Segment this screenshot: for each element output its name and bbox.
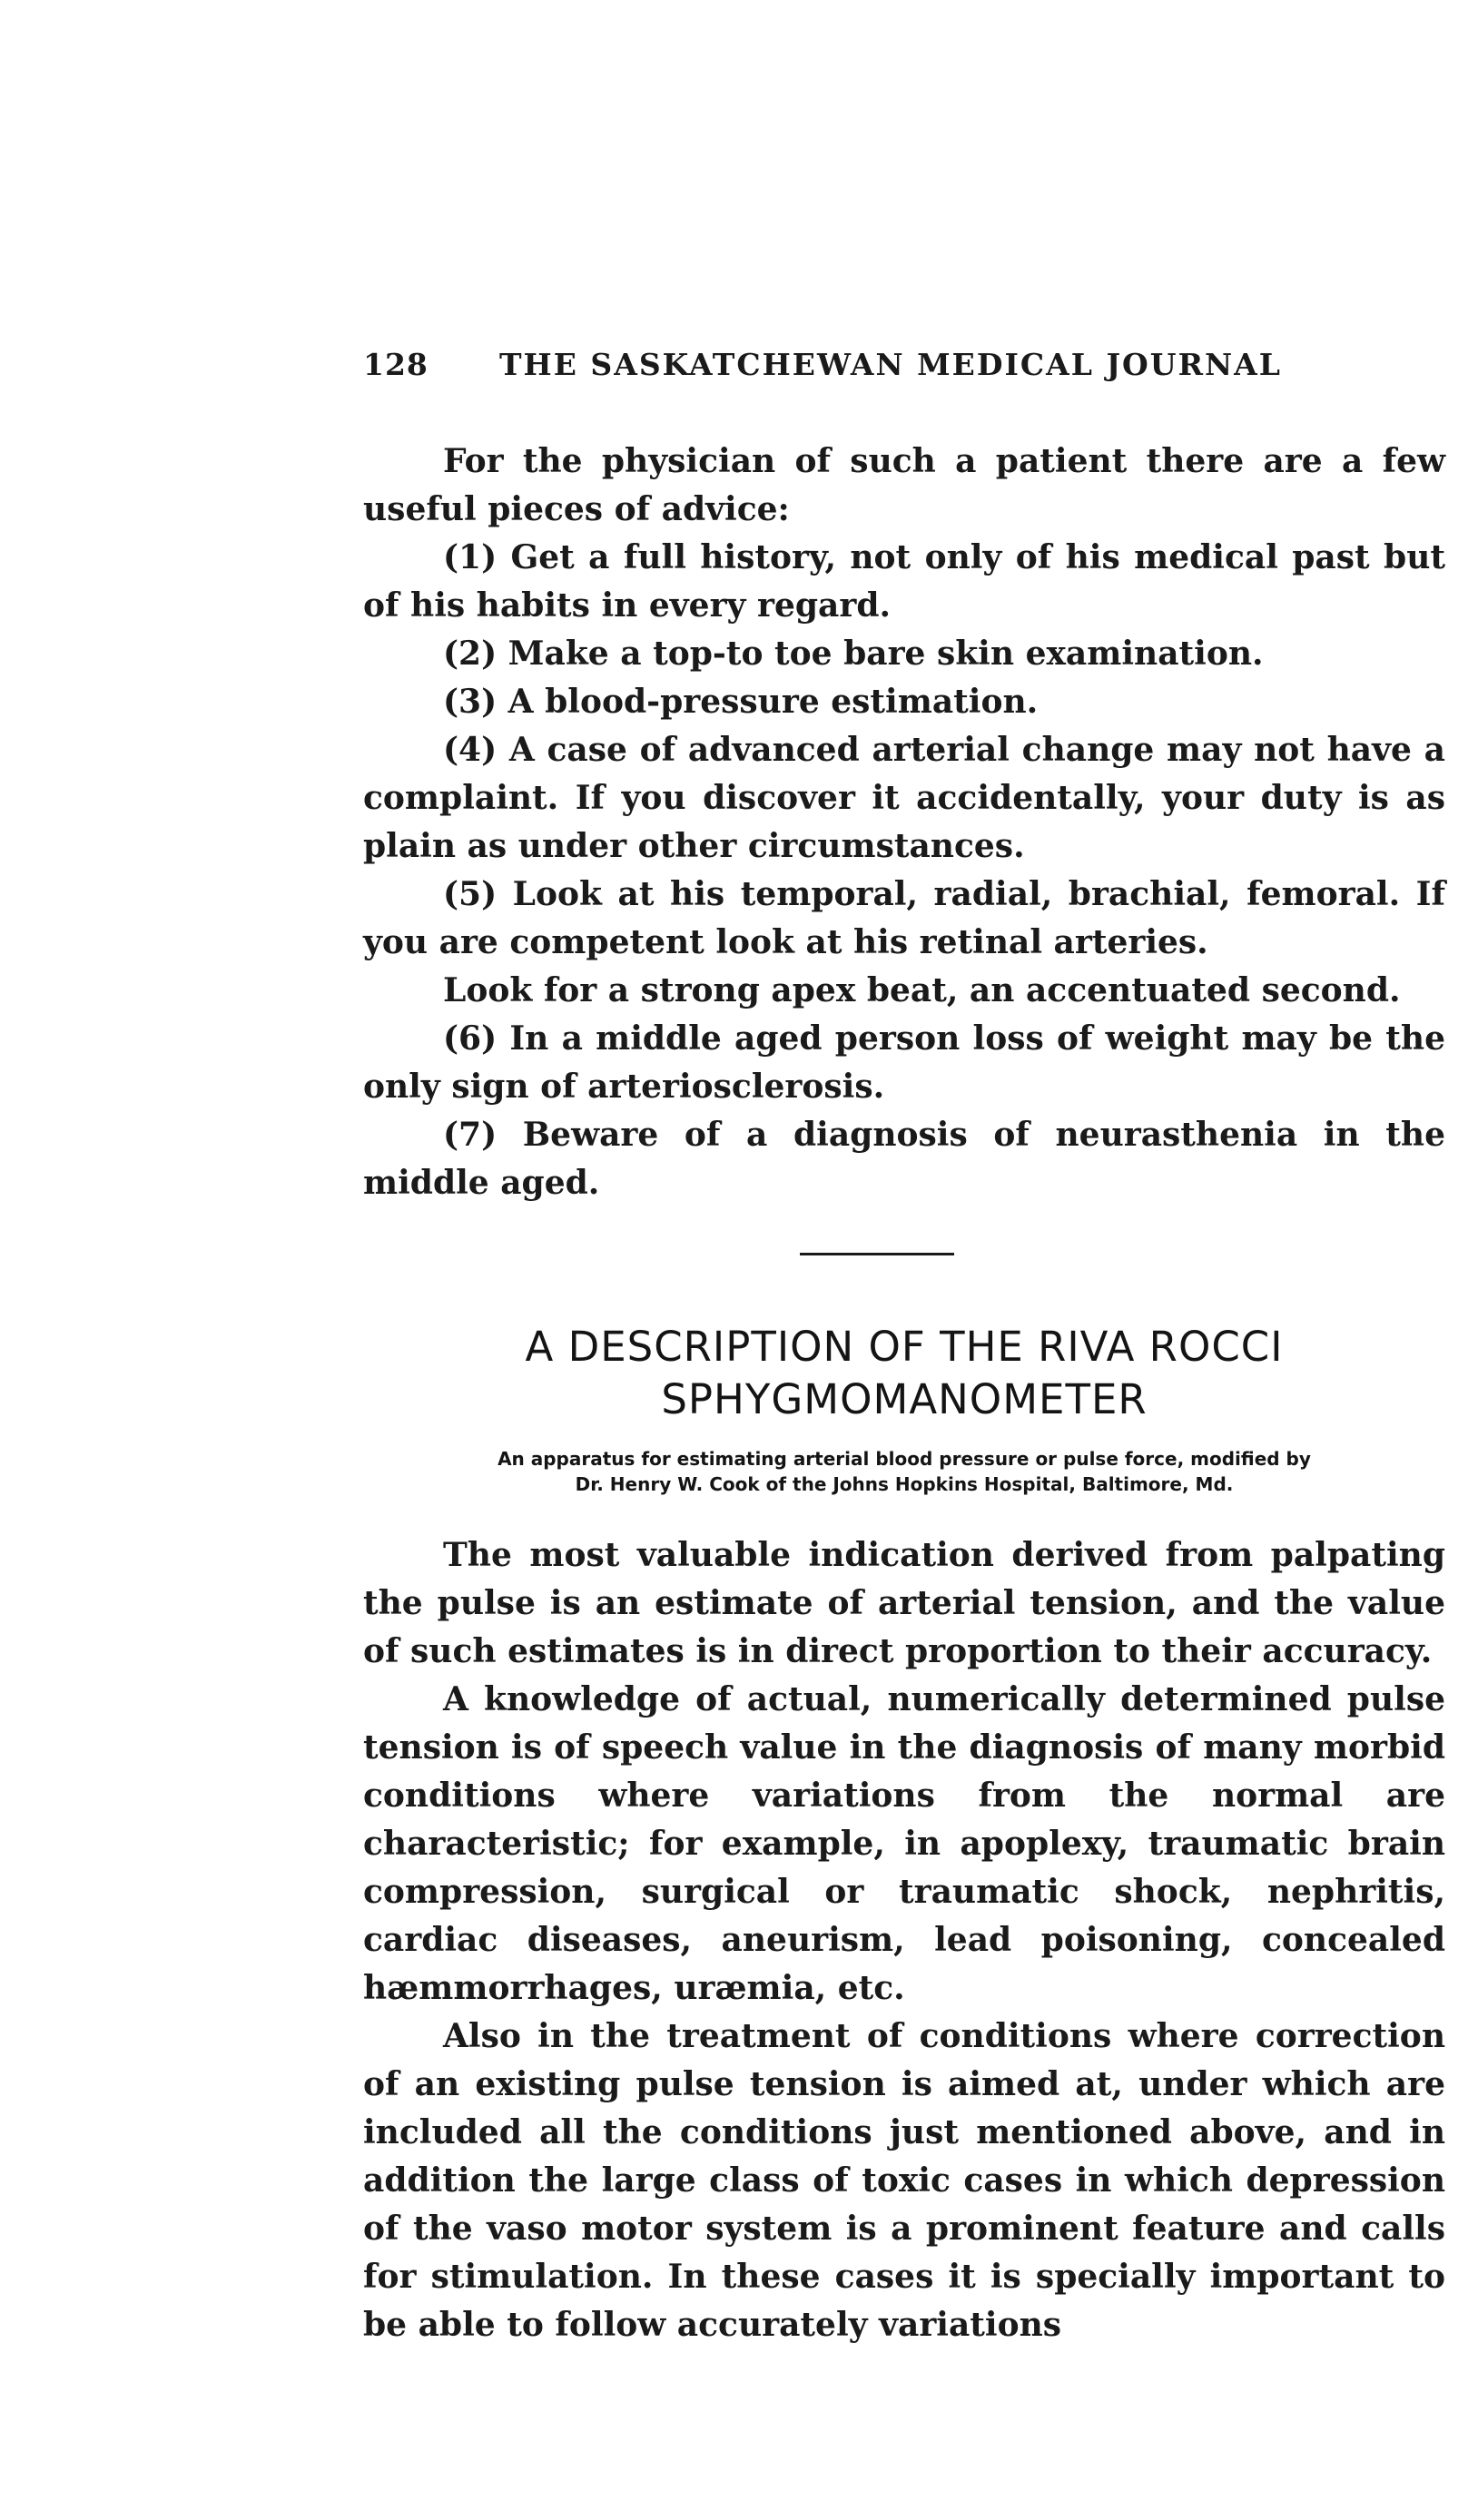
- article-body: [363, 1531, 1445, 2349]
- journal-title: THE SASKATCHEWAN MEDICAL JOURNAL: [499, 347, 1282, 382]
- advice-item: (4) A case of advanced arterial change may not have a complaint. If you discover it accidentally, your duty is as plain as under other circumstances.: [363, 731, 1445, 865]
- page-number: 128: [363, 347, 429, 382]
- paragraph: The most valuable indication derived from palpating the pulse is an estimate of arterial tension, and the value of such estimates is in direct proportion to their accuracy.: [363, 1536, 1445, 1670]
- advice-item: (6) In a middle aged person loss of weight may be the only sign of arteriosclerosis.: [363, 1019, 1445, 1106]
- article-subtitle-line: Dr. Henry W. Cook of the Johns Hopkins Hospital, Baltimore, Md.: [575, 1473, 1234, 1495]
- article-subtitle: [363, 1446, 1445, 1497]
- advice-item: (3) A blood-pressure estimation.: [443, 683, 1039, 721]
- running-head: [363, 343, 1445, 389]
- journal-page: [363, 343, 1445, 2349]
- advice-item: (7) Beware of a diagnosis of neurasthenia in the middle aged.: [363, 1116, 1445, 1202]
- advice-item: (5) Look at his temporal, radial, brachial, femoral. If you are competent look at his retinal arteries.: [363, 875, 1445, 961]
- paragraph: Also in the treatment of conditions where correction of an existing pulse tension is aimed at, under which are included all the conditions just mentioned above, and in addition the large class of toxic cases in which depression of the vaso motor system is a prominent feature and calls for stimulation. In these cases it is specially important to be able to follow accurately variations: [363, 2017, 1445, 2344]
- article-subtitle-line: An apparatus for estimating arterial blood pressure or pulse force, modified by: [498, 1448, 1311, 1470]
- article-title: [363, 1321, 1445, 1426]
- paragraph: A knowledge of actual, numerically determined pulse tension is of speech value in the diagnosis of many morbid conditions where variations from the normal are characteristic; for example, in apoplexy, traumatic brain compression, surgical or traumatic shock, nephritis, cardiac diseases, aneurism, lead poisoning, concealed hæmmorrhages, uræmia, etc.: [363, 1680, 1445, 2007]
- advice-item: Look for a strong apex beat, an accentuated second.: [443, 971, 1401, 1009]
- article-title-line: SPHYGMOMANOMETER: [661, 1375, 1148, 1423]
- intro-section: [363, 438, 1445, 1207]
- section-divider: [800, 1253, 954, 1255]
- paragraph: For the physician of such a patient there are a few useful pieces of advice:: [363, 442, 1445, 528]
- advice-item: (1) Get a full history, not only of his medical past but of his habits in every regard.: [363, 538, 1445, 625]
- article-title-line: A DESCRIPTION OF THE RIVA ROCCI: [525, 1323, 1284, 1371]
- advice-item: (2) Make a top-to toe bare skin examination.: [443, 635, 1264, 673]
